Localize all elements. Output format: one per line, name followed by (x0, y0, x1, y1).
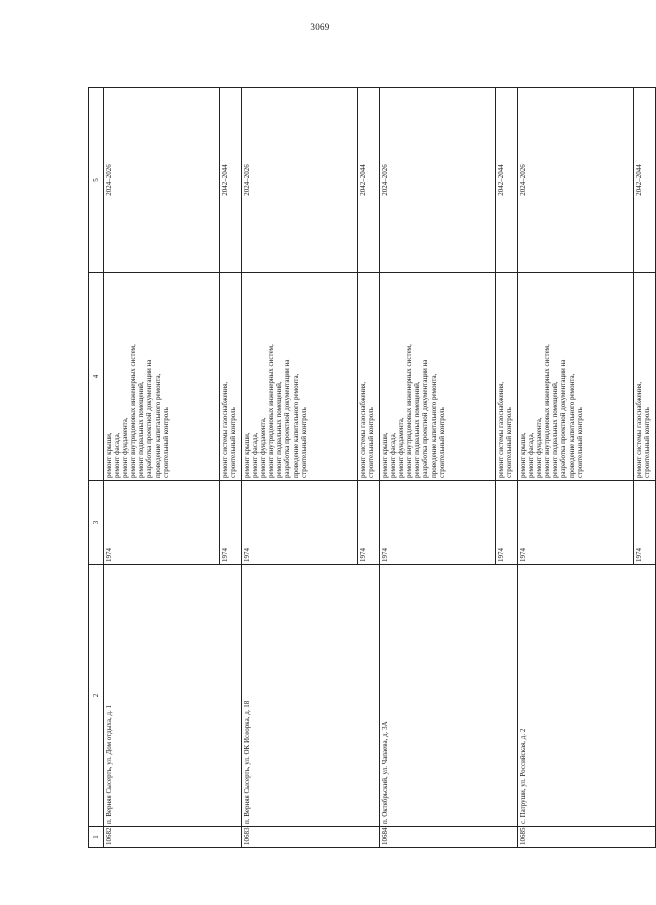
work-item: ремонт подвальных помещений, (137, 381, 146, 478)
work-item: проведение капитального ремонта, (429, 373, 438, 478)
table-row (380, 88, 496, 848)
work-item: ремонт фундамента, (535, 417, 544, 478)
address-cell: п. Октябрьский, ул. Чапаева, д. 3А (380, 565, 518, 827)
work-item: ремонт крыши, (381, 432, 389, 478)
work-item: строительный контроль (229, 407, 238, 478)
work-item: ремонт крыши, (243, 432, 251, 478)
works-cell (220, 273, 242, 481)
work-item: разработка проектной документации на (421, 359, 430, 478)
column-header: 5 (89, 88, 104, 273)
work-item: ремонт подвальных помещений, (275, 381, 284, 478)
header-row (89, 88, 104, 848)
row-number: 10685. (518, 827, 656, 848)
work-item: ремонт системы газоснабжения, (635, 381, 643, 478)
works-cell (380, 273, 496, 481)
period-cell: 2042–2044 (358, 88, 380, 273)
work-item: разработка проектной документации на (559, 359, 568, 478)
works-cell (496, 273, 518, 481)
work-item: строительный контроль (505, 407, 514, 478)
row-number: 10682. (104, 827, 242, 848)
work-item: ремонт подвальных помещений, (551, 381, 560, 478)
period-cell: 2024–2026 (380, 88, 496, 273)
work-item: проведение капитального ремонта, (291, 373, 300, 478)
year-cell: 1974 (220, 481, 242, 565)
row-number: 10683. (242, 827, 380, 848)
work-item: ремонт внутридомовых инженерных систем, (267, 344, 276, 478)
work-item: строительный контроль (299, 407, 308, 478)
work-item: разработка проектной документации на (145, 359, 154, 478)
year-cell: 1974 (104, 481, 220, 565)
address-cell: с. Патруши, ул. Российская, д. 2 (518, 565, 656, 827)
column-header: 3 (89, 481, 104, 565)
work-item: строительный контроль (161, 407, 170, 478)
period-cell: 2024–2026 (242, 88, 358, 273)
period-cell: 2042–2044 (220, 88, 242, 273)
page-number: 3069 (310, 22, 330, 32)
works-cell (104, 273, 220, 481)
work-item: ремонт внутридомовых инженерных систем, (129, 344, 138, 478)
period-cell: 2024–2026 (518, 88, 634, 273)
period-cell: 2042–2044 (634, 88, 656, 273)
work-item: разработка проектной документации на (283, 359, 292, 478)
row-number: 10684. (380, 827, 518, 848)
year-cell: 1974 (242, 481, 358, 565)
work-item: ремонт внутридомовых инженерных систем, (543, 344, 552, 478)
work-item: ремонт крыши, (105, 432, 113, 478)
work-item: ремонт системы газоснабжения, (221, 381, 229, 478)
table-row (518, 88, 634, 848)
works-cell (358, 273, 380, 481)
work-item: ремонт фасада, (389, 432, 398, 478)
work-item: строительный контроль (575, 407, 584, 478)
works-cell (634, 273, 656, 481)
work-item: ремонт фасада, (527, 432, 536, 478)
works-cell (242, 273, 358, 481)
year-cell: 1974 (380, 481, 496, 565)
year-cell: 1974 (518, 481, 634, 565)
column-header: 2 (89, 565, 104, 827)
table-row (242, 88, 358, 848)
work-item: ремонт фасада, (113, 432, 122, 478)
year-cell: 1974 (358, 481, 380, 565)
work-item: ремонт фундамента, (121, 417, 130, 478)
column-header: 4 (89, 273, 104, 481)
work-item: ремонт системы газоснабжения, (497, 381, 505, 478)
work-item: ремонт подвальных помещений, (413, 381, 422, 478)
repair-schedule-table (88, 87, 656, 848)
work-item: ремонт системы газоснабжения, (359, 381, 367, 478)
document-sheet (88, 88, 652, 848)
work-item: ремонт фундамента, (397, 417, 406, 478)
work-item: строительный контроль (643, 407, 652, 478)
work-item: ремонт фундамента, (259, 417, 268, 478)
work-item: строительный контроль (367, 407, 376, 478)
address-cell: п. Верняя Сысерть, ул. Дом отдыха, д. 1 (104, 565, 242, 827)
work-item: проведение капитального ремонта, (567, 373, 576, 478)
work-item: ремонт крыши, (519, 432, 527, 478)
work-item: строительный контроль (437, 407, 446, 478)
address-cell: п. Верняя Сысерть, ул. ОК Исеорка, д. 18 (242, 565, 380, 827)
period-cell: 2024–2026 (104, 88, 220, 273)
work-item: ремонт внутридомовых инженерных систем, (405, 344, 414, 478)
work-item: проведение капитального ремонта, (153, 373, 162, 478)
table-row (104, 88, 220, 848)
year-cell: 1974 (496, 481, 518, 565)
year-cell: 1974 (634, 481, 656, 565)
work-item: ремонт фасада, (251, 432, 260, 478)
works-cell (518, 273, 634, 481)
column-header: 1 (89, 827, 104, 848)
period-cell: 2042–2044 (496, 88, 518, 273)
